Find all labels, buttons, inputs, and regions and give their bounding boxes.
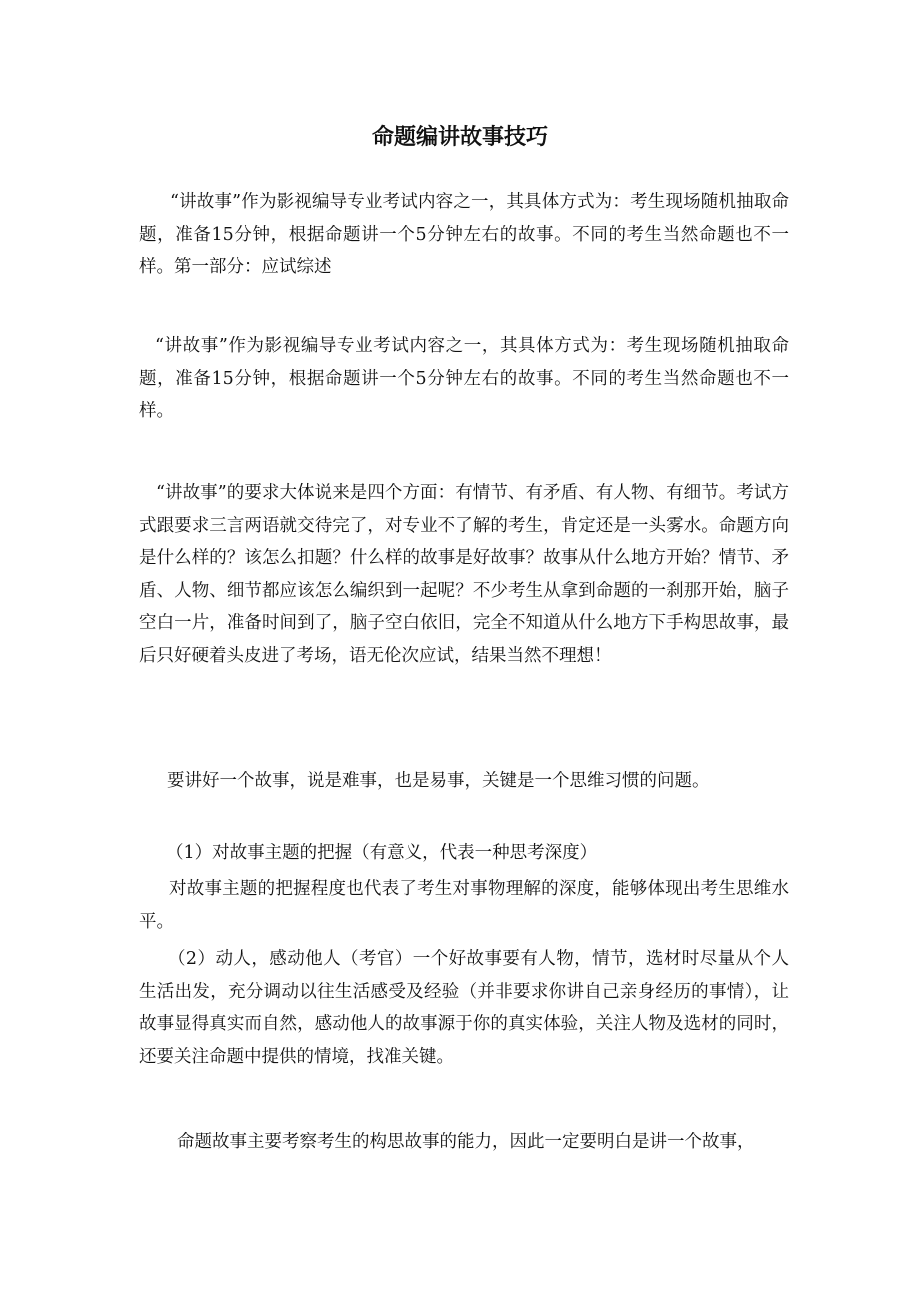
paragraph-intro: “讲故事”作为影视编导专业考试内容之一，其具体方式为：考生现场随机抽取命题，准备15分钟，根据命题讲一个5分钟左右的故事。不同的考生当然命题也不一样。 (139, 336, 789, 421)
paragraph-point-1-heading: （1）对故事主题的把握（有意义，代表一种思考深度） (166, 843, 598, 863)
paragraph-thinking-habit: 要讲好一个故事，说是难事，也是易事，关键是一个思维习惯的问题。 (167, 771, 710, 791)
paragraph-point-2: （2）动人，感动他人（考官）一个好故事要有人物，情节，选材时尽量从个人生活出发，充分调动以往生活感受及经验（并非要求你讲自己亲身经历的事情），让故事显得真实而自然，感动他人的故事源于你的真实体验，关注人物及选材的同时，还要关注命题中提供的情境，找准关键。 (139, 949, 789, 1067)
paragraph-point-1-body: 对故事主题的把握程度也代表了考生对事物理解的深度，能够体现出考生思维水平。 (139, 879, 789, 932)
paragraph-conclusion: 命题故事主要考察考生的构思故事的能力，因此一定要明白是讲一个故事， (177, 1132, 755, 1152)
paragraph-intro-with-section: “讲故事”作为影视编导专业考试内容之一，其具体方式为：考生现场随机抽取命题，准备15分钟，根据命题讲一个5分钟左右的故事。不同的考生当然命题也不一样。第一部分：应试综述 (139, 192, 789, 277)
paragraph-requirements: “讲故事”的要求大体说来是四个方面：有情节、有矛盾、有人物、有细节。考试方式跟要求三言两语就交待完了，对专业不了解的考生，肯定还是一头雾水。命题方向是什么样的？该怎么扣题？什么样的故事是好故事？故事从什么地方开始？情节、矛盾、人物、细节都应该怎么编织到一起呢？不少考生从拿到命题的一刹那开始，脑子空白一片，准备时间到了，脑子空白依旧，完全不知道从什么地方下手构思故事，最后只好硬着头皮进了考场，语无伦次应试，结果当然不理想！ (139, 483, 789, 666)
document-title: 命题编讲故事技巧 (371, 124, 548, 150)
